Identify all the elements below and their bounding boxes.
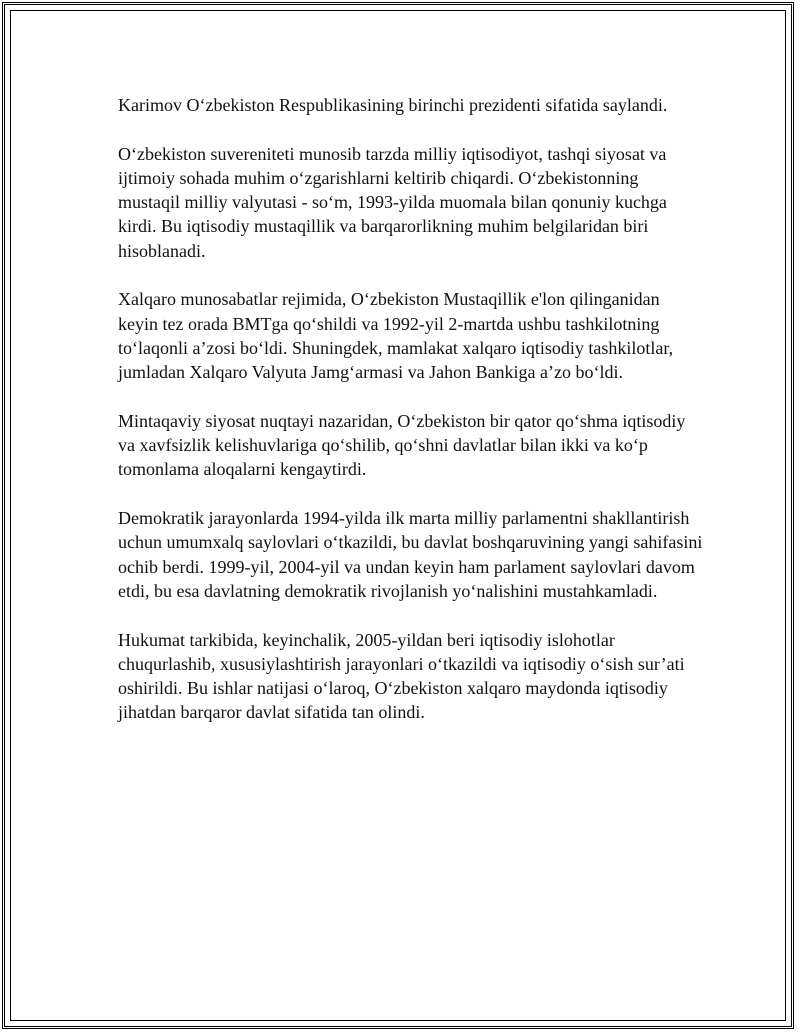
paragraph-5: Demokratik jarayonlarda 1994-yilda ilk marta milliy parlamentni shakllantirish uchun umumxalq saylovlari o‘tkazildi, bu davlat boshqaruvining yangi sahifasini ochib berdi. 1999-yil, 2004-yil va undan keyin ham parlament saylovlari davom etdi, bu esa davlatning demokratik rivojlanish yo‘nalishini mustahkamladi. [118,508,703,601]
paragraph-1: Karimov O‘zbekiston Respublikasining birinchi prezidenti sifatida saylandi. [118,95,668,115]
paragraph-3: Xalqaro munosabatlar rejimida, O‘zbekiston Mustaqillik e'lon qilinganidan keyin tez orada BMTga qo‘shildi va 1992-yil 2-martda ushbu tashkilotning to‘laqonli a’zosi bo‘ldi. Shuningdek, mamlakat xalqaro iqtisodiy tashkilotlar, jumladan Xalqaro Valyuta Jamg‘armasi va Jahon Bankiga a’zo bo‘ldi. [118,289,674,383]
paragraph-6: Hukumat tarkibida, keyinchalik, 2005-yildan beri iqtisodiy islohotlar chuqurlashib, xususiylashtirish jarayonlari o‘tkazildi va iqtisodiy o‘sish sur’ati oshirildi. Bu ishlar natijasi o‘laroq, O‘zbekiston xalqaro maydonda iqtisodiy jihatdan barqaror davlat sifatida tan olindi. [118,629,685,723]
paragraph-4: Mintaqaviy siyosat nuqtayi nazaridan, O‘zbekiston bir qator qo‘shma iqtisodiy va xavfsizlik kelishuvlariga qo‘shilib, qo‘shni davlatlar bilan ikki va ko‘p tomonlama aloqalarni kengaytirdi. [118,410,686,480]
paragraph-2: O‘zbekiston suvereniteti munosib tarzda milliy iqtisodiyot, tashqi siyosat va ijtimoiy sohada muhim o‘zgarishlarni keltirib chiqardi. O‘zbekistonning mustaqil milliy valyutasi - so‘m, 1993-yilda muomala bilan qonuniy kuchga kirdi. Bu iqtisodiy mustaqillik va barqarorlikning muhim belgilaridan biri hisoblanadi. [118,143,667,261]
document-body [118,93,703,749]
